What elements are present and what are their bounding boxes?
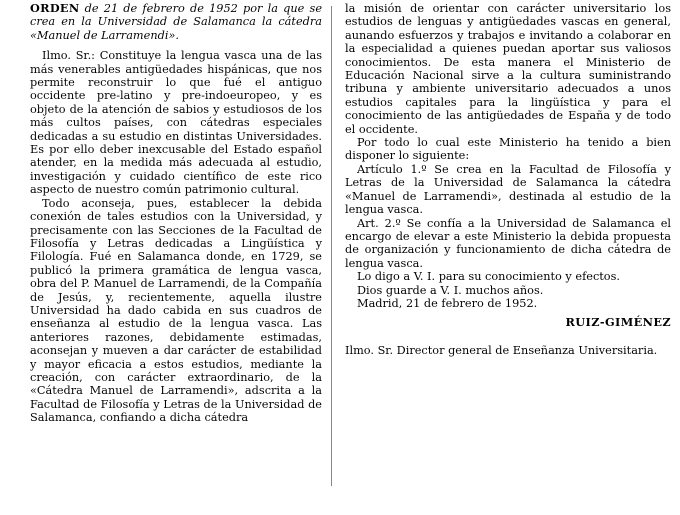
order-title-date: de 21 de febrero de 1952 <box>84 2 238 15</box>
column-divider <box>331 6 332 486</box>
order-title-label: ORDEN <box>30 1 80 15</box>
article-1: Artículo 1.º Se crea en la Facultad de Filosofía y Letras de la Universidad de Salamanca la cátedra «Manuel de Larramendi», destinada al estudio de la lengua vasca. <box>345 162 671 217</box>
paragraph-disposition: Por todo lo cual este Ministerio ha tenido a bien disponer lo siguiente: <box>345 136 671 163</box>
left-column <box>8 2 328 495</box>
paragraph-justification: Todo aconseja, pues, establecer la debida conexión de tales estudios con la Universidad, y precisamente con las Secciones de la Facultad de Filosofía y Letras dedicadas a Lingüística y Filología. Fué en Salamanca donde, en 1729, se publicó la primera gramática de lengua vasca, obra del P. Manuel de Larramendi, de la Compañía de Jesús, y, recientemente, aquella ilustre Universidad ha dado cabida en sus cuadros de enseñanza al estudio de la lengua vasca. Las anteriores razones, debidamente estimadas, aconsejan y mueven a dar carácter de estabilidad y mayor eficacia a estos estudios, mediante la creación, con carácter extraordinario, de la «Cátedra Manuel de Larramendi», adscrita a la Facultad de Filosofía y Letras de la Universidad de Salamanca, confiando a dicha cátedra <box>30 196 322 425</box>
paragraph-preamble: Ilmo. Sr.: Constituye la lengua vasca una de las más venerables antigüedades hispánicas, que nos permite reconstruir lo que fué el antiguo occidente pre-latino y pre-indoeuropeo, y es objeto de la atención de sabios y estudiosos de los más cultos países, con cátedras especiales dedicadas a su estudio en distintas Universidades. Es por ello deber inexcusable del Estado español atender, en la medida más adecuada al estudio, investigación y cuidado científico de este rico aspecto de nuestro común patrimonio cultural. <box>30 49 322 197</box>
paragraph-continuation: la misión de orientar con carácter universitario los estudios de lenguas y antigüedades vascas en general, aunando esfuerzos y trabajos e invitando a colaborar en la especialidad a quienes puedan aportar sus valiosos conocimientos. De esta manera el Ministerio de Educación Nacional sirve a la cultura suministrando tribuna y ambiente universitario adecuados a unos estudios capitales para la lingüística y para el conocimiento de las antigüedades de España y de todo el occidente. <box>345 2 671 136</box>
closing-greeting: Dios guarde a V. I. muchos años. <box>357 283 544 297</box>
place-date: Madrid, 21 de febrero de 1952. <box>357 296 538 310</box>
signature: RUIZ-GIMÉNEZ <box>565 315 671 330</box>
order-title <box>30 2 322 42</box>
closing-formula: Lo digo a V. I. para su conocimiento y efectos. <box>357 270 620 284</box>
addressee: Ilmo. Sr. Director general de Enseñanza Universitaria. <box>345 343 658 357</box>
right-column <box>335 2 677 495</box>
article-2: Art. 2.º Se confía a la Universidad de Salamanca el encargo de elevar a este Ministerio la debida propuesta de organización y funcionamiento de dicha cátedra de lengua vasca. <box>345 216 671 270</box>
order-title-rest: por la que se crea en la Universidad de Salamanca la cátedra «Manuel de Larramendi». <box>30 2 323 42</box>
